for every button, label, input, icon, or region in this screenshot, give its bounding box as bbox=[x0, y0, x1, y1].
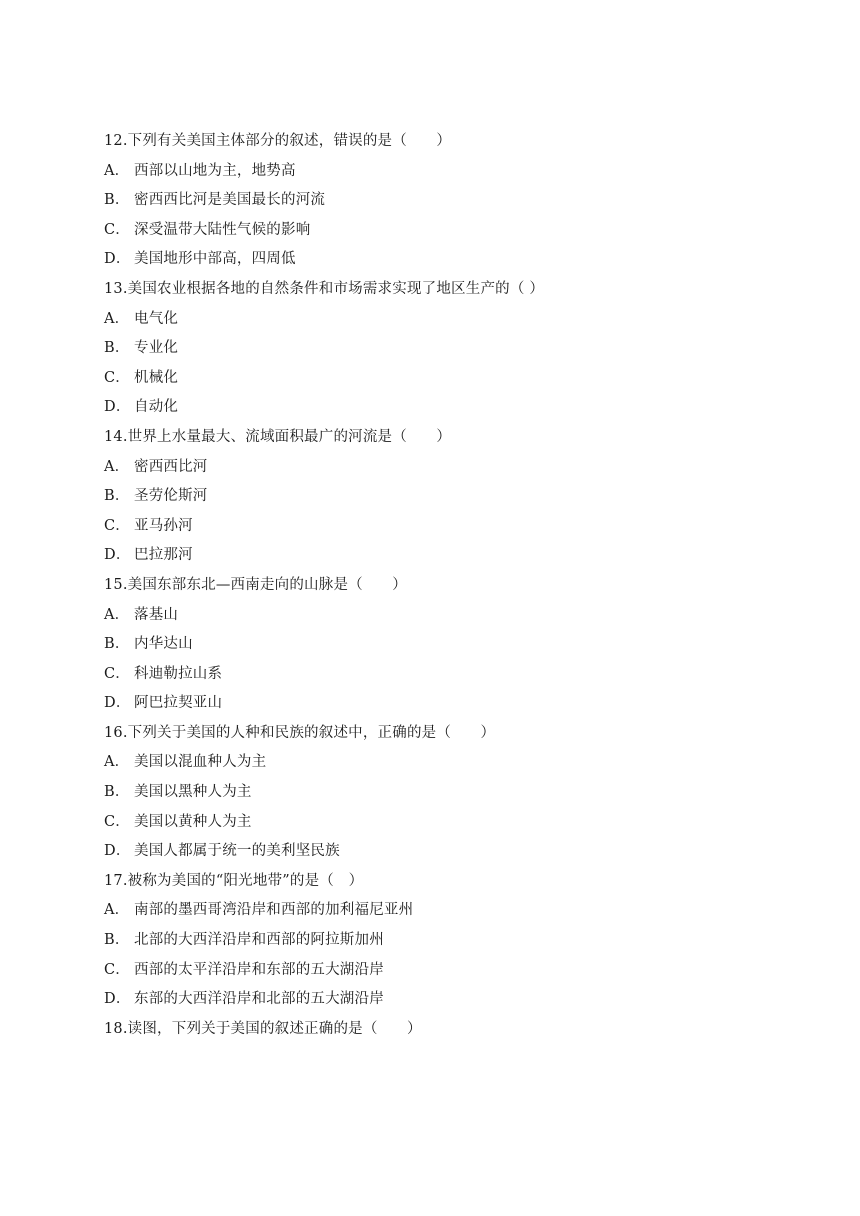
option-letter: A． bbox=[104, 606, 130, 623]
option-text: 美国地形中部高，四周低 bbox=[134, 251, 296, 268]
question-15-option-d bbox=[104, 689, 764, 719]
option-letter: D． bbox=[104, 695, 131, 712]
option-letter: D． bbox=[104, 251, 131, 268]
option-letter: B． bbox=[104, 340, 130, 357]
option-letter: C． bbox=[104, 369, 130, 386]
option-letter: A． bbox=[104, 754, 130, 771]
question-17-option-d bbox=[104, 985, 764, 1015]
question-13-option-b bbox=[104, 334, 764, 364]
question-13-stem: 13.美国农业根据各地的自然条件和市场需求实现了地区生产的（ ） bbox=[104, 280, 545, 297]
question-15-option-a bbox=[104, 601, 764, 631]
option-letter: D． bbox=[104, 991, 131, 1008]
option-text: 自动化 bbox=[134, 399, 179, 416]
option-letter: D． bbox=[104, 843, 131, 860]
question-14-stem: 14.世界上水量最大、流域面积最广的河流是（ ） bbox=[104, 428, 452, 445]
option-letter: B． bbox=[104, 932, 130, 949]
option-text: 落基山 bbox=[134, 606, 179, 623]
question-16-option-c bbox=[104, 808, 764, 838]
option-text: 美国以黄种人为主 bbox=[134, 813, 252, 830]
question-16-stem: 16.下列关于美国的人种和民族的叙述中，正确的是（ ） bbox=[104, 724, 496, 741]
option-text: 亚马孙河 bbox=[134, 517, 193, 534]
question-13-option-a bbox=[104, 305, 764, 335]
question-17-option-c bbox=[104, 956, 764, 986]
option-text: 阿巴拉契亚山 bbox=[134, 695, 223, 712]
question-16-option-d bbox=[104, 837, 764, 867]
option-text: 密西西比河是美国最长的河流 bbox=[134, 192, 326, 209]
question-16-option-b bbox=[104, 778, 764, 808]
option-text: 美国人都属于统一的美利坚民族 bbox=[134, 843, 340, 860]
option-letter: C． bbox=[104, 961, 130, 978]
question-12-option-d bbox=[104, 245, 764, 275]
option-text: 深受温带大陆性气候的影响 bbox=[134, 221, 311, 238]
option-letter: C． bbox=[104, 221, 130, 238]
option-text: 东部的大西洋沿岸和北部的五大湖沿岸 bbox=[134, 991, 384, 1008]
question-14-option-d bbox=[104, 541, 764, 571]
option-letter: A． bbox=[104, 458, 130, 475]
option-letter: C． bbox=[104, 813, 130, 830]
option-letter: B． bbox=[104, 192, 130, 209]
question-17-option-b bbox=[104, 926, 764, 956]
question-12-option-c bbox=[104, 216, 764, 246]
option-letter: C． bbox=[104, 517, 130, 534]
option-letter: A． bbox=[104, 902, 130, 919]
option-text: 西部以山地为主，地势高 bbox=[134, 162, 296, 179]
option-text: 机械化 bbox=[134, 369, 179, 386]
option-text: 专业化 bbox=[134, 340, 179, 357]
option-text: 巴拉那河 bbox=[134, 547, 193, 564]
question-12-option-b bbox=[104, 186, 764, 216]
option-text: 北部的大西洋沿岸和西部的阿拉斯加州 bbox=[134, 932, 384, 949]
question-16-option-a bbox=[104, 748, 764, 778]
option-text: 南部的墨西哥湾沿岸和西部的加利福尼亚州 bbox=[134, 902, 414, 919]
option-text: 科迪勒拉山系 bbox=[134, 665, 223, 682]
question-13-option-c bbox=[104, 364, 764, 394]
question-15-option-c bbox=[104, 660, 764, 690]
option-letter: B． bbox=[104, 636, 130, 653]
option-text: 密西西比河 bbox=[134, 458, 208, 475]
option-text: 西部的太平洋沿岸和东部的五大湖沿岸 bbox=[134, 961, 384, 978]
option-text: 美国以混血种人为主 bbox=[134, 754, 267, 771]
option-letter: B． bbox=[104, 488, 130, 505]
option-letter: A． bbox=[104, 162, 130, 179]
option-text: 美国以黑种人为主 bbox=[134, 784, 252, 801]
question-15-stem: 15.美国东部东北—西南走向的山脉是（ ） bbox=[104, 576, 407, 593]
option-text: 电气化 bbox=[134, 310, 179, 327]
question-14-option-a bbox=[104, 453, 764, 483]
question-13-option-d bbox=[104, 393, 764, 423]
question-18-stem: 18.读图，下列关于美国的叙述正确的是（ ） bbox=[104, 1020, 422, 1037]
option-letter: D． bbox=[104, 399, 131, 416]
option-letter: D． bbox=[104, 547, 131, 564]
option-letter: B． bbox=[104, 784, 130, 801]
option-letter: A． bbox=[104, 310, 130, 327]
question-12-option-a bbox=[104, 157, 764, 187]
option-letter: C． bbox=[104, 665, 130, 682]
option-text: 内华达山 bbox=[134, 636, 193, 653]
question-14-option-b bbox=[104, 482, 764, 512]
question-list bbox=[104, 127, 764, 1044]
option-text: 圣劳伦斯河 bbox=[134, 488, 208, 505]
question-15-option-b bbox=[104, 630, 764, 660]
question-12-stem: 12.下列有关美国主体部分的叙述，错误的是（ ） bbox=[104, 133, 452, 149]
question-17-option-a bbox=[104, 896, 764, 926]
question-17-stem: 17.被称为美国的“阳光地带”的是（ ） bbox=[104, 872, 364, 889]
question-14-option-c bbox=[104, 512, 764, 542]
